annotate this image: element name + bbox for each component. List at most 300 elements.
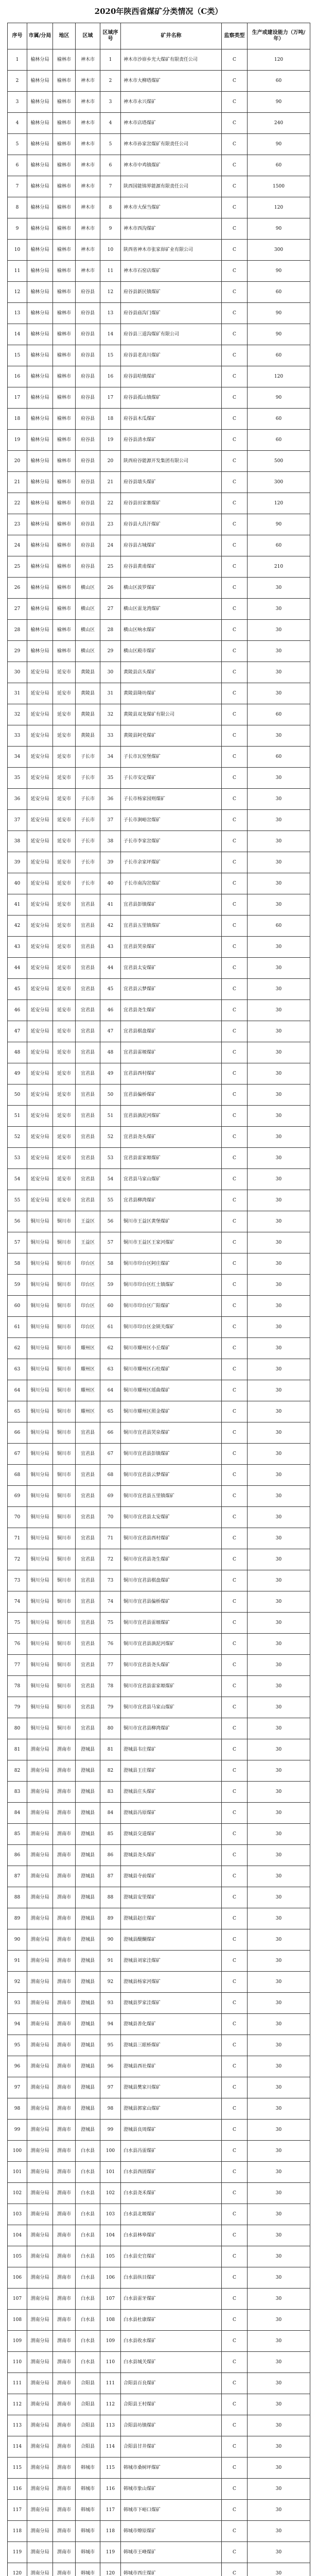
table-row bbox=[8, 1929, 310, 1951]
table-row bbox=[8, 747, 310, 768]
cell-mine-name: 黄陵县阿党煤矿 bbox=[121, 725, 222, 747]
cell-area: 延安市 bbox=[53, 1127, 76, 1148]
cell-class: C bbox=[222, 1444, 248, 1465]
cell-mine-name: 澄城县郭家山煤矿 bbox=[121, 2098, 222, 2120]
cell-city: 榆林分局 bbox=[27, 556, 53, 578]
cell-city: 榆林分局 bbox=[27, 218, 53, 240]
cell-capacity: 30 bbox=[248, 1803, 310, 1824]
cell-area: 渭南市 bbox=[53, 2183, 76, 2204]
cell-mine-name: 铜川市宜君县云梦煤矿 bbox=[121, 1465, 222, 1486]
cell-area-no: 26 bbox=[100, 578, 121, 599]
cell-city: 渭南分局 bbox=[27, 2225, 53, 2246]
cell-capacity: 30 bbox=[248, 2098, 310, 2120]
cell-index: 100 bbox=[8, 2141, 27, 2162]
cell-mine-name: 白水县尧禾煤矿 bbox=[121, 2183, 222, 2204]
cell-capacity: 30 bbox=[248, 725, 310, 747]
cell-area: 延安市 bbox=[53, 1000, 76, 1021]
cell-district: 白水县 bbox=[76, 2183, 100, 2204]
cell-mine-name: 神木市中鸡镇煤矿 bbox=[121, 155, 222, 176]
cell-class: C bbox=[222, 2246, 248, 2267]
cell-mine-name: 子长市李家岔煤矿 bbox=[121, 831, 222, 852]
cell-capacity: 30 bbox=[248, 2246, 310, 2267]
cell-capacity: 30 bbox=[248, 2162, 310, 2183]
cell-city: 榆林分局 bbox=[27, 155, 53, 176]
cell-city: 铜川分局 bbox=[27, 1401, 53, 1422]
cell-capacity: 30 bbox=[248, 831, 310, 852]
cell-index: 44 bbox=[8, 958, 27, 979]
cell-area-no: 8 bbox=[100, 197, 121, 218]
cell-capacity: 30 bbox=[248, 2458, 310, 2479]
table-row bbox=[8, 1338, 310, 1359]
cell-area-no: 117 bbox=[100, 2500, 121, 2521]
cell-index: 25 bbox=[8, 556, 27, 578]
cell-index: 72 bbox=[8, 1549, 27, 1570]
cell-index: 114 bbox=[8, 2436, 27, 2458]
cell-city: 铜川分局 bbox=[27, 1338, 53, 1359]
cell-district: 横山区 bbox=[76, 620, 100, 641]
cell-city: 榆林分局 bbox=[27, 387, 53, 409]
cell-district: 府谷县 bbox=[76, 514, 100, 535]
cell-class: C bbox=[222, 1929, 248, 1951]
cell-index: 14 bbox=[8, 324, 27, 345]
cell-area: 渭南市 bbox=[53, 2120, 76, 2141]
cell-city: 渭南分局 bbox=[27, 2246, 53, 2267]
cell-city: 铜川分局 bbox=[27, 1275, 53, 1296]
cell-district: 澄城县 bbox=[76, 1782, 100, 1803]
cell-class: C bbox=[222, 641, 248, 662]
cell-district: 印台区 bbox=[76, 1317, 100, 1338]
cell-index: 84 bbox=[8, 1803, 27, 1824]
cell-mine-name: 澄城县庄头煤矿 bbox=[121, 1782, 222, 1803]
cell-index: 106 bbox=[8, 2267, 27, 2289]
cell-area: 榆林市 bbox=[53, 451, 76, 472]
cell-capacity: 30 bbox=[248, 1782, 310, 1803]
cell-area-no: 54 bbox=[100, 1169, 121, 1190]
cell-capacity: 30 bbox=[248, 2014, 310, 2035]
cell-class: C bbox=[222, 810, 248, 831]
cell-city: 渭南分局 bbox=[27, 2521, 53, 2542]
cell-capacity: 30 bbox=[248, 1507, 310, 1528]
cell-index: 5 bbox=[8, 134, 27, 155]
cell-district: 子长市 bbox=[76, 789, 100, 810]
cell-index: 89 bbox=[8, 1908, 27, 1929]
table-row bbox=[8, 810, 310, 831]
cell-district: 澄城县 bbox=[76, 1993, 100, 2014]
table-row bbox=[8, 218, 310, 240]
cell-district: 府谷县 bbox=[76, 472, 100, 493]
cell-mine-name: 宜君县柳湾煤矿 bbox=[121, 1190, 222, 1211]
cell-capacity: 30 bbox=[248, 2183, 310, 2204]
cell-class: C bbox=[222, 1866, 248, 1887]
cell-class: C bbox=[222, 535, 248, 556]
table-row bbox=[8, 662, 310, 683]
cell-mine-name: 神木市西沟煤矿 bbox=[121, 218, 222, 240]
cell-district: 横山区 bbox=[76, 599, 100, 620]
cell-area-no: 65 bbox=[100, 1401, 121, 1422]
cell-area-no: 88 bbox=[100, 1887, 121, 1908]
cell-index: 79 bbox=[8, 1697, 27, 1718]
cell-city: 榆林分局 bbox=[27, 472, 53, 493]
cell-class: C bbox=[222, 1845, 248, 1866]
table-row bbox=[8, 92, 310, 113]
cell-capacity: 60 bbox=[248, 430, 310, 451]
cell-class: C bbox=[222, 768, 248, 789]
cell-city: 渭南分局 bbox=[27, 2141, 53, 2162]
cell-area-no: 49 bbox=[100, 1063, 121, 1084]
cell-district: 合阳县 bbox=[76, 2373, 100, 2394]
cell-city: 榆林分局 bbox=[27, 324, 53, 345]
cell-index: 50 bbox=[8, 1084, 27, 1106]
cell-area: 榆林市 bbox=[53, 240, 76, 261]
cell-capacity: 30 bbox=[248, 1655, 310, 1676]
cell-area: 榆林市 bbox=[53, 345, 76, 366]
cell-index: 110 bbox=[8, 2352, 27, 2373]
cell-capacity: 30 bbox=[248, 1824, 310, 1845]
cell-index: 116 bbox=[8, 2479, 27, 2500]
cell-area: 延安市 bbox=[53, 1042, 76, 1063]
table-row bbox=[8, 2162, 310, 2183]
cell-area-no: 15 bbox=[100, 345, 121, 366]
cell-class: C bbox=[222, 894, 248, 916]
cell-area-no: 105 bbox=[100, 2246, 121, 2267]
cell-capacity: 30 bbox=[248, 2436, 310, 2458]
cell-capacity: 30 bbox=[248, 1739, 310, 1760]
cell-index: 104 bbox=[8, 2225, 27, 2246]
cell-district: 府谷县 bbox=[76, 493, 100, 514]
cell-class: C bbox=[222, 1655, 248, 1676]
cell-class: C bbox=[222, 1507, 248, 1528]
cell-district: 澄城县 bbox=[76, 2056, 100, 2077]
cell-capacity: 30 bbox=[248, 1127, 310, 1148]
cell-district: 宜君县 bbox=[76, 958, 100, 979]
cell-class: C bbox=[222, 113, 248, 134]
cell-area-no: 109 bbox=[100, 2331, 121, 2352]
cell-city: 渭南分局 bbox=[27, 1866, 53, 1887]
cell-class: C bbox=[222, 1000, 248, 1021]
cell-area: 延安市 bbox=[53, 937, 76, 958]
cell-class: C bbox=[222, 1908, 248, 1929]
cell-area-no: 61 bbox=[100, 1317, 121, 1338]
cell-class: C bbox=[222, 1169, 248, 1190]
cell-mine-name: 澄城县交道煤矿 bbox=[121, 1824, 222, 1845]
cell-district: 澄城县 bbox=[76, 1929, 100, 1951]
cell-mine-name: 子长市余家坪煤矿 bbox=[121, 852, 222, 873]
cell-area: 铜川市 bbox=[53, 1486, 76, 1507]
table-row bbox=[8, 303, 310, 324]
cell-area-no: 12 bbox=[100, 282, 121, 303]
table-row bbox=[8, 2436, 310, 2458]
table-row bbox=[8, 2500, 310, 2521]
cell-area: 榆林市 bbox=[53, 493, 76, 514]
cell-class: C bbox=[222, 1021, 248, 1042]
cell-area: 渭南市 bbox=[53, 1887, 76, 1908]
cell-class: C bbox=[222, 704, 248, 725]
cell-area: 延安市 bbox=[53, 873, 76, 894]
cell-district: 韩城市 bbox=[76, 2563, 100, 2576]
cell-index: 87 bbox=[8, 1866, 27, 1887]
cell-index: 27 bbox=[8, 599, 27, 620]
cell-city: 铜川分局 bbox=[27, 1613, 53, 1634]
table-row bbox=[8, 2098, 310, 2120]
cell-capacity: 30 bbox=[248, 852, 310, 873]
coal-mine-table bbox=[7, 23, 310, 2576]
cell-class: C bbox=[222, 2120, 248, 2141]
cell-index: 92 bbox=[8, 1972, 27, 1993]
cell-index: 46 bbox=[8, 1000, 27, 1021]
cell-city: 渭南分局 bbox=[27, 2098, 53, 2120]
cell-index: 55 bbox=[8, 1190, 27, 1211]
cell-index: 52 bbox=[8, 1127, 27, 1148]
cell-index: 7 bbox=[8, 176, 27, 197]
cell-district: 白水县 bbox=[76, 2225, 100, 2246]
cell-district: 神木市 bbox=[76, 113, 100, 134]
cell-class: C bbox=[222, 1401, 248, 1422]
cell-class: C bbox=[222, 1190, 248, 1211]
cell-city: 渭南分局 bbox=[27, 2310, 53, 2331]
cell-city: 延安分局 bbox=[27, 873, 53, 894]
cell-area-no: 99 bbox=[100, 2120, 121, 2141]
cell-capacity: 30 bbox=[248, 1084, 310, 1106]
table-row bbox=[8, 789, 310, 810]
cell-area-no: 71 bbox=[100, 1528, 121, 1549]
cell-area-no: 98 bbox=[100, 2098, 121, 2120]
cell-mine-name: 合阳县王村煤矿 bbox=[121, 2394, 222, 2415]
cell-city: 渭南分局 bbox=[27, 2479, 53, 2500]
cell-area: 渭南市 bbox=[53, 2267, 76, 2289]
cell-city: 渭南分局 bbox=[27, 1739, 53, 1760]
cell-area: 渭南市 bbox=[53, 2331, 76, 2352]
cell-index: 19 bbox=[8, 430, 27, 451]
cell-area-no: 116 bbox=[100, 2479, 121, 2500]
cell-index: 91 bbox=[8, 1951, 27, 1972]
cell-city: 铜川分局 bbox=[27, 1591, 53, 1613]
cell-mine-name: 澄城县三眼桥煤矿 bbox=[121, 2035, 222, 2056]
cell-area: 榆林市 bbox=[53, 641, 76, 662]
cell-area: 榆林市 bbox=[53, 49, 76, 71]
cell-index: 119 bbox=[8, 2542, 27, 2563]
cell-mine-name: 黄陵县双龙煤矿有限公司 bbox=[121, 704, 222, 725]
cell-area: 铜川市 bbox=[53, 1613, 76, 1634]
cell-area: 延安市 bbox=[53, 747, 76, 768]
cell-district: 宜君县 bbox=[76, 1676, 100, 1697]
table-row bbox=[8, 345, 310, 366]
cell-index: 86 bbox=[8, 1845, 27, 1866]
cell-area-no: 95 bbox=[100, 2035, 121, 2056]
cell-capacity: 30 bbox=[248, 1951, 310, 1972]
cell-city: 延安分局 bbox=[27, 1106, 53, 1127]
cell-area-no: 89 bbox=[100, 1908, 121, 1929]
cell-area: 渭南市 bbox=[53, 2563, 76, 2576]
cell-class: C bbox=[222, 578, 248, 599]
cell-district: 神木市 bbox=[76, 92, 100, 113]
cell-district: 白水县 bbox=[76, 2162, 100, 2183]
cell-district: 宜君县 bbox=[76, 979, 100, 1000]
cell-class: C bbox=[222, 2310, 248, 2331]
cell-area: 铜川市 bbox=[53, 1253, 76, 1275]
cell-area: 榆林市 bbox=[53, 218, 76, 240]
cell-mine-name: 铜川市印台区广阳煤矿 bbox=[121, 1296, 222, 1317]
cell-city: 延安分局 bbox=[27, 704, 53, 725]
cell-capacity: 60 bbox=[248, 282, 310, 303]
cell-city: 铜川分局 bbox=[27, 1232, 53, 1253]
cell-index: 66 bbox=[8, 1422, 27, 1444]
cell-city: 延安分局 bbox=[27, 725, 53, 747]
cell-district: 王益区 bbox=[76, 1211, 100, 1232]
cell-class: C bbox=[222, 937, 248, 958]
cell-district: 神木市 bbox=[76, 240, 100, 261]
cell-capacity: 30 bbox=[248, 1042, 310, 1063]
table-row bbox=[8, 1486, 310, 1507]
cell-mine-name: 韩城市桑树坪煤矿 bbox=[121, 2458, 222, 2479]
cell-area: 渭南市 bbox=[53, 2415, 76, 2436]
cell-area-no: 4 bbox=[100, 113, 121, 134]
cell-mine-name: 铜川市宜君县偏桥煤矿 bbox=[121, 1591, 222, 1613]
cell-area: 铜川市 bbox=[53, 1275, 76, 1296]
cell-area: 榆林市 bbox=[53, 155, 76, 176]
cell-area-no: 36 bbox=[100, 789, 121, 810]
cell-capacity: 30 bbox=[248, 1887, 310, 1908]
cell-mine-name: 白水县西固煤矿 bbox=[121, 2162, 222, 2183]
table-row bbox=[8, 1127, 310, 1148]
cell-capacity: 30 bbox=[248, 1676, 310, 1697]
cell-area-no: 100 bbox=[100, 2141, 121, 2162]
table-row bbox=[8, 2035, 310, 2056]
cell-area: 榆林市 bbox=[53, 71, 76, 92]
cell-area: 渭南市 bbox=[53, 2162, 76, 2183]
cell-area: 榆林市 bbox=[53, 535, 76, 556]
table-row bbox=[8, 1908, 310, 1929]
cell-district: 神木市 bbox=[76, 176, 100, 197]
cell-city: 渭南分局 bbox=[27, 2289, 53, 2310]
cell-city: 铜川分局 bbox=[27, 1718, 53, 1739]
table-row bbox=[8, 1993, 310, 2014]
cell-area-no: 48 bbox=[100, 1042, 121, 1063]
cell-index: 54 bbox=[8, 1169, 27, 1190]
cell-capacity: 60 bbox=[248, 916, 310, 937]
cell-area-no: 92 bbox=[100, 1972, 121, 1993]
cell-area-no: 46 bbox=[100, 1000, 121, 1021]
table-row bbox=[8, 2141, 310, 2162]
cell-capacity: 60 bbox=[248, 704, 310, 725]
cell-city: 榆林分局 bbox=[27, 514, 53, 535]
table-row bbox=[8, 2352, 310, 2373]
cell-index: 78 bbox=[8, 1676, 27, 1697]
cell-capacity: 30 bbox=[248, 1296, 310, 1317]
cell-class: C bbox=[222, 1613, 248, 1634]
cell-area-no: 16 bbox=[100, 366, 121, 387]
table-body bbox=[8, 49, 310, 2576]
cell-district: 府谷县 bbox=[76, 409, 100, 430]
cell-area: 铜川市 bbox=[53, 1338, 76, 1359]
cell-class: C bbox=[222, 92, 248, 113]
cell-city: 榆林分局 bbox=[27, 430, 53, 451]
table-row bbox=[8, 261, 310, 282]
cell-city: 铜川分局 bbox=[27, 1380, 53, 1401]
cell-city: 渭南分局 bbox=[27, 1951, 53, 1972]
cell-index: 82 bbox=[8, 1760, 27, 1782]
table-row bbox=[8, 2394, 310, 2415]
cell-capacity: 30 bbox=[248, 578, 310, 599]
cell-capacity: 30 bbox=[248, 1317, 310, 1338]
cell-capacity: 30 bbox=[248, 979, 310, 1000]
cell-city: 榆林分局 bbox=[27, 92, 53, 113]
cell-capacity: 30 bbox=[248, 1929, 310, 1951]
cell-area: 延安市 bbox=[53, 979, 76, 1000]
table-row bbox=[8, 873, 310, 894]
cell-area: 渭南市 bbox=[53, 1803, 76, 1824]
cell-area-no: 29 bbox=[100, 641, 121, 662]
table-row bbox=[8, 2415, 310, 2436]
cell-class: C bbox=[222, 725, 248, 747]
cell-index: 30 bbox=[8, 662, 27, 683]
table-row bbox=[8, 1317, 310, 1338]
cell-class: C bbox=[222, 324, 248, 345]
cell-area-no: 19 bbox=[100, 430, 121, 451]
cell-class: C bbox=[222, 1296, 248, 1317]
cell-mine-name: 宜君县西村煤矿 bbox=[121, 1063, 222, 1084]
cell-class: C bbox=[222, 1084, 248, 1106]
cell-mine-name: 府谷县清水煤矿 bbox=[121, 430, 222, 451]
cell-mine-name: 铜川市宜君县五里镇煤矿 bbox=[121, 1486, 222, 1507]
cell-district: 澄城县 bbox=[76, 1760, 100, 1782]
cell-area-no: 93 bbox=[100, 1993, 121, 2014]
table-row bbox=[8, 2014, 310, 2035]
cell-mine-name: 白水县冯雷煤矿 bbox=[121, 2141, 222, 2162]
cell-area-no: 7 bbox=[100, 176, 121, 197]
cell-city: 榆林分局 bbox=[27, 366, 53, 387]
table-row bbox=[8, 493, 310, 514]
cell-capacity: 240 bbox=[248, 113, 310, 134]
cell-index: 34 bbox=[8, 747, 27, 768]
cell-area-no: 63 bbox=[100, 1359, 121, 1380]
cell-class: C bbox=[222, 2436, 248, 2458]
cell-capacity: 30 bbox=[248, 1211, 310, 1232]
cell-capacity: 500 bbox=[248, 451, 310, 472]
cell-area-no: 60 bbox=[100, 1296, 121, 1317]
cell-area: 延安市 bbox=[53, 1169, 76, 1190]
cell-area-no: 18 bbox=[100, 409, 121, 430]
cell-city: 榆林分局 bbox=[27, 261, 53, 282]
cell-index: 103 bbox=[8, 2204, 27, 2225]
cell-mine-name: 白水县雷牙煤矿 bbox=[121, 2289, 222, 2310]
cell-district: 宜君县 bbox=[76, 1549, 100, 1570]
cell-mine-name: 宜君县雷塬煤矿 bbox=[121, 1042, 222, 1063]
cell-index: 40 bbox=[8, 873, 27, 894]
cell-mine-name: 白水县收水煤矿 bbox=[121, 2331, 222, 2352]
table-row bbox=[8, 1000, 310, 1021]
cell-index: 65 bbox=[8, 1401, 27, 1422]
cell-class: C bbox=[222, 282, 248, 303]
table-row bbox=[8, 2056, 310, 2077]
cell-area-no: 115 bbox=[100, 2458, 121, 2479]
cell-mine-name: 铜川市耀州区照金煤矿 bbox=[121, 1401, 222, 1422]
cell-area-no: 55 bbox=[100, 1190, 121, 1211]
table-row bbox=[8, 1655, 310, 1676]
cell-capacity: 30 bbox=[248, 2415, 310, 2436]
cell-city: 延安分局 bbox=[27, 831, 53, 852]
cell-area-no: 119 bbox=[100, 2542, 121, 2563]
table-row bbox=[8, 2120, 310, 2141]
cell-index: 107 bbox=[8, 2289, 27, 2310]
cell-index: 67 bbox=[8, 1444, 27, 1465]
cell-district: 子长市 bbox=[76, 873, 100, 894]
cell-class: C bbox=[222, 2458, 248, 2479]
cell-area: 榆林市 bbox=[53, 578, 76, 599]
cell-district: 印台区 bbox=[76, 1275, 100, 1296]
cell-city: 榆林分局 bbox=[27, 176, 53, 197]
cell-index: 97 bbox=[8, 2077, 27, 2098]
cell-class: C bbox=[222, 2331, 248, 2352]
